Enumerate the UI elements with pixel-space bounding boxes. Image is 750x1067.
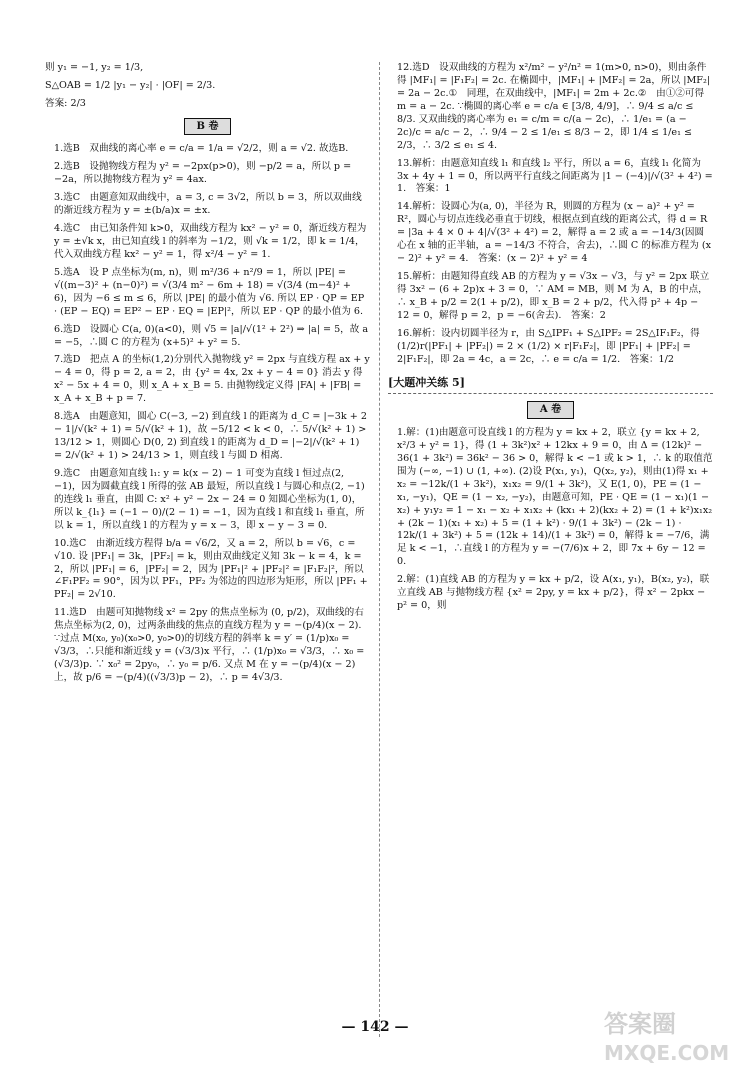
- solution-item: 10.选C 由渐近线方程得 b/a = √6/2，又 a = 2，所以 b = √6，c = √10. 设 |PF₁| = 3k，|PF₂| = k，则由双曲线定义知 3k − k = 4，k = 2，所以 |PF₁| = 6，|PF₂| = 2，因为 |PF₁|² + |PF₂|² = |F₁F₂|²，所以 ∠F₁PF₂ = 90°，因为以 PF₁，PF₂ 为邻边的四边形为矩形，所以 |PF₁ + PF₂| = 2√10.: [54, 537, 368, 601]
- solution-item: 15.解析：由题知得直线 AB 的方程为 y = √3x − √3，与 y² = 2px 联立得 3x² − (6 + 2p)x + 3 = 0，∵ AM = MB，则 M 为 A，B 的中点，∴ x_B + p/2 = 2(1 + p/2)，即 x_B = 2 + p/2，代入得 p² + 4p − 12 = 0，解得 p = 2，p = −6(舍去). 答案：2: [397, 271, 710, 321]
- solution-item: 1.解：(1)由题意可设直线 l 的方程为 y = kx + 2，联立 {y = kx + 2, x²/3 + y² = 1}，得 (1 + 3k²)x² + 12kx + 9 = 0，由 Δ = (12k)² − 36(1 + 3k²) = 36k² − 36 > 0，解得 k < −1 或 k > 1，∴ k 的取值范围为 (−∞, −1) ∪ (1, +∞). (2)设 P(x₁, y₁)，Q(x₂, y₂)，则由(1)得 x₁ + x₂ = −12k/(1 + 3k²)，x₁x₂ = 9/(1 + 3k²)，又 E(1, 0)，PE = (1 − x₁, −y₁)，QE = (1 − x₂, −y₂)，由题意可知，PE · QE = (1 − x₁)(1 − x₂) + y₁y₂ = 1 − x₁ − x₂ + x₁x₂ + (kx₁ + 2)(kx₂ + 2) = (1 + k²)x₁x₂ + (2k − 1)(x₁ + x₂) + 5 = (1 + k²) · 9/(1 + 3k²) − (2k − 1) · 12k/(1 + 3k²) + 5 = (12k + 14)/(1 + 3k²) = 0，解得 k = −7/6，满足 k < −1，∴直线 l 的方程为 y = −(7/6)x + 2，即 7x + 6y − 12 = 0.: [397, 426, 713, 568]
- solution-item: 2.解：(1)直线 AB 的方程为 y = kx + p/2，设 A(x₁, y₁)，B(x₂, y₂)，联立直线 AB 与抛物线方程 {x² = 2py, y = kx + p/2}，得 x² − 2pkx − p² = 0，则: [397, 574, 710, 612]
- section-a-header: [388, 401, 713, 419]
- answer-line: 答案: 2/3: [45, 97, 86, 109]
- section-b-header: [45, 118, 370, 136]
- solution-item: 8.选A 由题意知，圆心 C(−3, −2) 到直线 l 的距离为 d_C = |−3k + 2 − 1|/√(k² + 1) = 5/√(k² + 1)，故 −5/12 < k < 0，∴ 5/√(k² + 1) > 13/12 > 1，则圆心 D(0, 2) 到直线 l 的距离为 d_D = |−2|/√(k² + 1) = 2/√(k² + 1) > 24/13 > 1，则直线 l 与圆 D 相离.: [54, 411, 367, 461]
- solution-item: 6.选D 设圆心 C(a, 0)(a<0)，则 √5 = |a|/√(1² + 2²) ⇒ |a| = 5，故 a = −5，∴圆 C 的方程为 (x+5)² + y² = 5.: [54, 323, 369, 348]
- solution-item: 14.解析：设圆心为(a, 0)，半径为 R，则圆的方程为 (x − a)² + y² = R²，圆心与切点连线必垂直于切线，根据点到直线的距离公式，得 d = R = |3a + 4 × 0 + 4|/√(3² + 4²) = 2，解得 a = 2 或 a = −14/3(因圆心在 x 轴的正半轴，a = −14/3 不符合，舍去)，∴圆 C 的标准方程为 (x − 2)² + y² = 4. 答案：(x − 2)² + y² = 4: [397, 201, 712, 265]
- section-title: [大题冲关练 5]: [388, 376, 713, 395]
- solution-item: 11.选D 由题可知抛物线 x² = 2py 的焦点坐标为 (0, p/2)，双曲线的右焦点坐标为(2, 0)，过两条曲线的焦点的直线方程为 y = −(p/4)(x − 2). ∵过点 M(x₀, y₀)(x₀>0, y₀>0)的切线方程的斜率 k = y′ = (1/p)x₀ = √3/3，∴只能和渐近线 y = (√3/3)x 平行，∴ (1/p)x₀ = √3/3，∴ x₀ = (√3/3)p. ∵ x₀² = 2py₀，∴ y₀ = p/6. 又点 M 在 y = −(p/4)(x − 2) 上，故 p/6 = −(p/4)((√3/3)p − 2)，∴ p = 4√3/3.: [54, 607, 365, 683]
- watermark-bottom: MXQE.COM: [604, 1041, 730, 1066]
- left-column: [45, 62, 370, 690]
- solution-item: 2.选B 设抛物线方程为 y² = −2px(p>0)，则 −p/2 = a，所以 p = −2a，所以抛物线方程为 y² = 4ax.: [54, 161, 352, 186]
- solution-item: 12.选D 设双曲线的方程为 x²/m² − y²/n² = 1(m>0, n>0)，则由条件得 |MF₁| = |F₁F₂| = 2c. 在椭圆中，|MF₁| + |MF₂| = 2a，所以 |MF₂| = 2a − 2c.① 同理，在双曲线中，|MF₁| = 2m + 2c.② 由①②可得 m = a − 2c. ∵椭圆的离心率 e = c/a ∈ [3/8, 4/9]，∴ 9/4 ≤ a/c ≤ 8/3. 又双曲线的离心率为 e₁ = c/m = c/(a − 2c)，∴ 1/e₁ = (a − 2c)/c = a/c − 2，∴ 9/4 − 2 ≤ 1/e₁ ≤ 8/3 − 2，即 1/4 ≤ 1/e₁ ≤ 2/3，∴ 3/2 ≤ e₁ ≤ 4.: [397, 62, 711, 151]
- solution-item: 5.选A 设 P 点坐标为(m, n)，则 m²/36 + n²/9 = 1，所以 |PE| = √((m−3)² + (n−0)²) = √(3/4 m² − 6m + 18) = √(3/4 (m−4)² + 6)，因为 −6 ≤ m ≤ 6，所以 |PE| 的最小值为 √6. 所以 EP · QP = EP · (EP − EQ) = EP² − EP · EQ = |EP|²，所以 EP · QP 的最小值为 6.: [54, 266, 365, 317]
- solution-item: 16.解析：设内切圆半径为 r，由 S△IPF₁ + S△IPF₂ = 2S△IF₁F₂，得 (1/2)r(|PF₁| + |PF₂|) = 2 × (1/2) × r|F₁F₂|，即 |PF₁| + |PF₂| = 2|F₁F₂|，即 2a = 4c，a = 2c，∴ e = c/a = 1/2. 答案：1/2: [397, 327, 700, 365]
- page-number: — 142 —: [341, 1019, 409, 1035]
- text-line: S△OAB = 1/2 |y₁ − y₂| · |OF| = 2/3.: [45, 79, 216, 91]
- solution-item: 13.解析：由题意知直线 l₁ 和直线 l₂ 平行，所以 a = 6，直线 l₁ 化简为 3x + 4y + 1 = 0，所以两平行直线之间距离为 |1 − (−4)|/√(3² + 4²) = 1. 答案：1: [397, 157, 713, 195]
- section-b-label: B 卷: [184, 118, 232, 136]
- column-divider: [379, 62, 380, 1037]
- section-a-label: A 卷: [527, 401, 574, 419]
- solution-item: 4.选C 由已知条件知 k>0，双曲线方程为 kx² − y² = 0，渐近线方程为 y = ±√k x，由已知直线 l 的斜率为 −1/2，则 √k = 1/2，即 k = 1/4，代入双曲线方程 kx² − y² = 1，得 x²/4 − y² = 1.: [54, 223, 367, 260]
- watermark-top: 答案圈: [604, 1010, 676, 1038]
- solution-item: 9.选C 由题意知直线 l₁: y = k(x − 2) − 1 可变为直线 l 恒过点(2, −1)，因为圆截直线 l 所得的弦 AB 最短，所以直线 l 与圆心和点(2, −1)的连线 l₁ 垂直，由圆 C: x² + y² − 2x − 24 = 0 知圆心坐标为(1, 0)，所以 k_{l₁} = (−1 − 0)/(2 − 1) = −1，因为直线 l 和直线 l₁ 垂直，所以 k = 1，所以直线 l 的方程为 y = x − 3，即 x − y − 3 = 0.: [54, 467, 365, 531]
- solution-item: 1.选B 双曲线的离心率 e = c/a = 1/a = √2/2，则 a = √2. 故选B.: [54, 143, 349, 155]
- solution-item: 7.选D 把点 A 的坐标(1,2)分别代入抛物线 y² = 2px 与直线方程 ax + y − 4 = 0，得 p = 2, a = 2，由 {y² = 4x, 2x + y − 4 = 0} 消去 y 得 x² − 5x + 4 = 0，则 x_A + x_B = 5. 由抛物线定义得 |FA| + |FB| = x_A + x_B + p = 7.: [54, 354, 370, 405]
- solution-item: 3.选C 由题意知双曲线中，a = 3, c = 3√2，所以 b = 3，所以双曲线的渐近线方程为 y = ±(b/a)x = ±x.: [54, 192, 362, 217]
- watermark-logo: [604, 1008, 732, 1066]
- right-column: [388, 62, 713, 618]
- text-line: 则 y₁ = −1, y₂ = 1/3,: [45, 62, 144, 73]
